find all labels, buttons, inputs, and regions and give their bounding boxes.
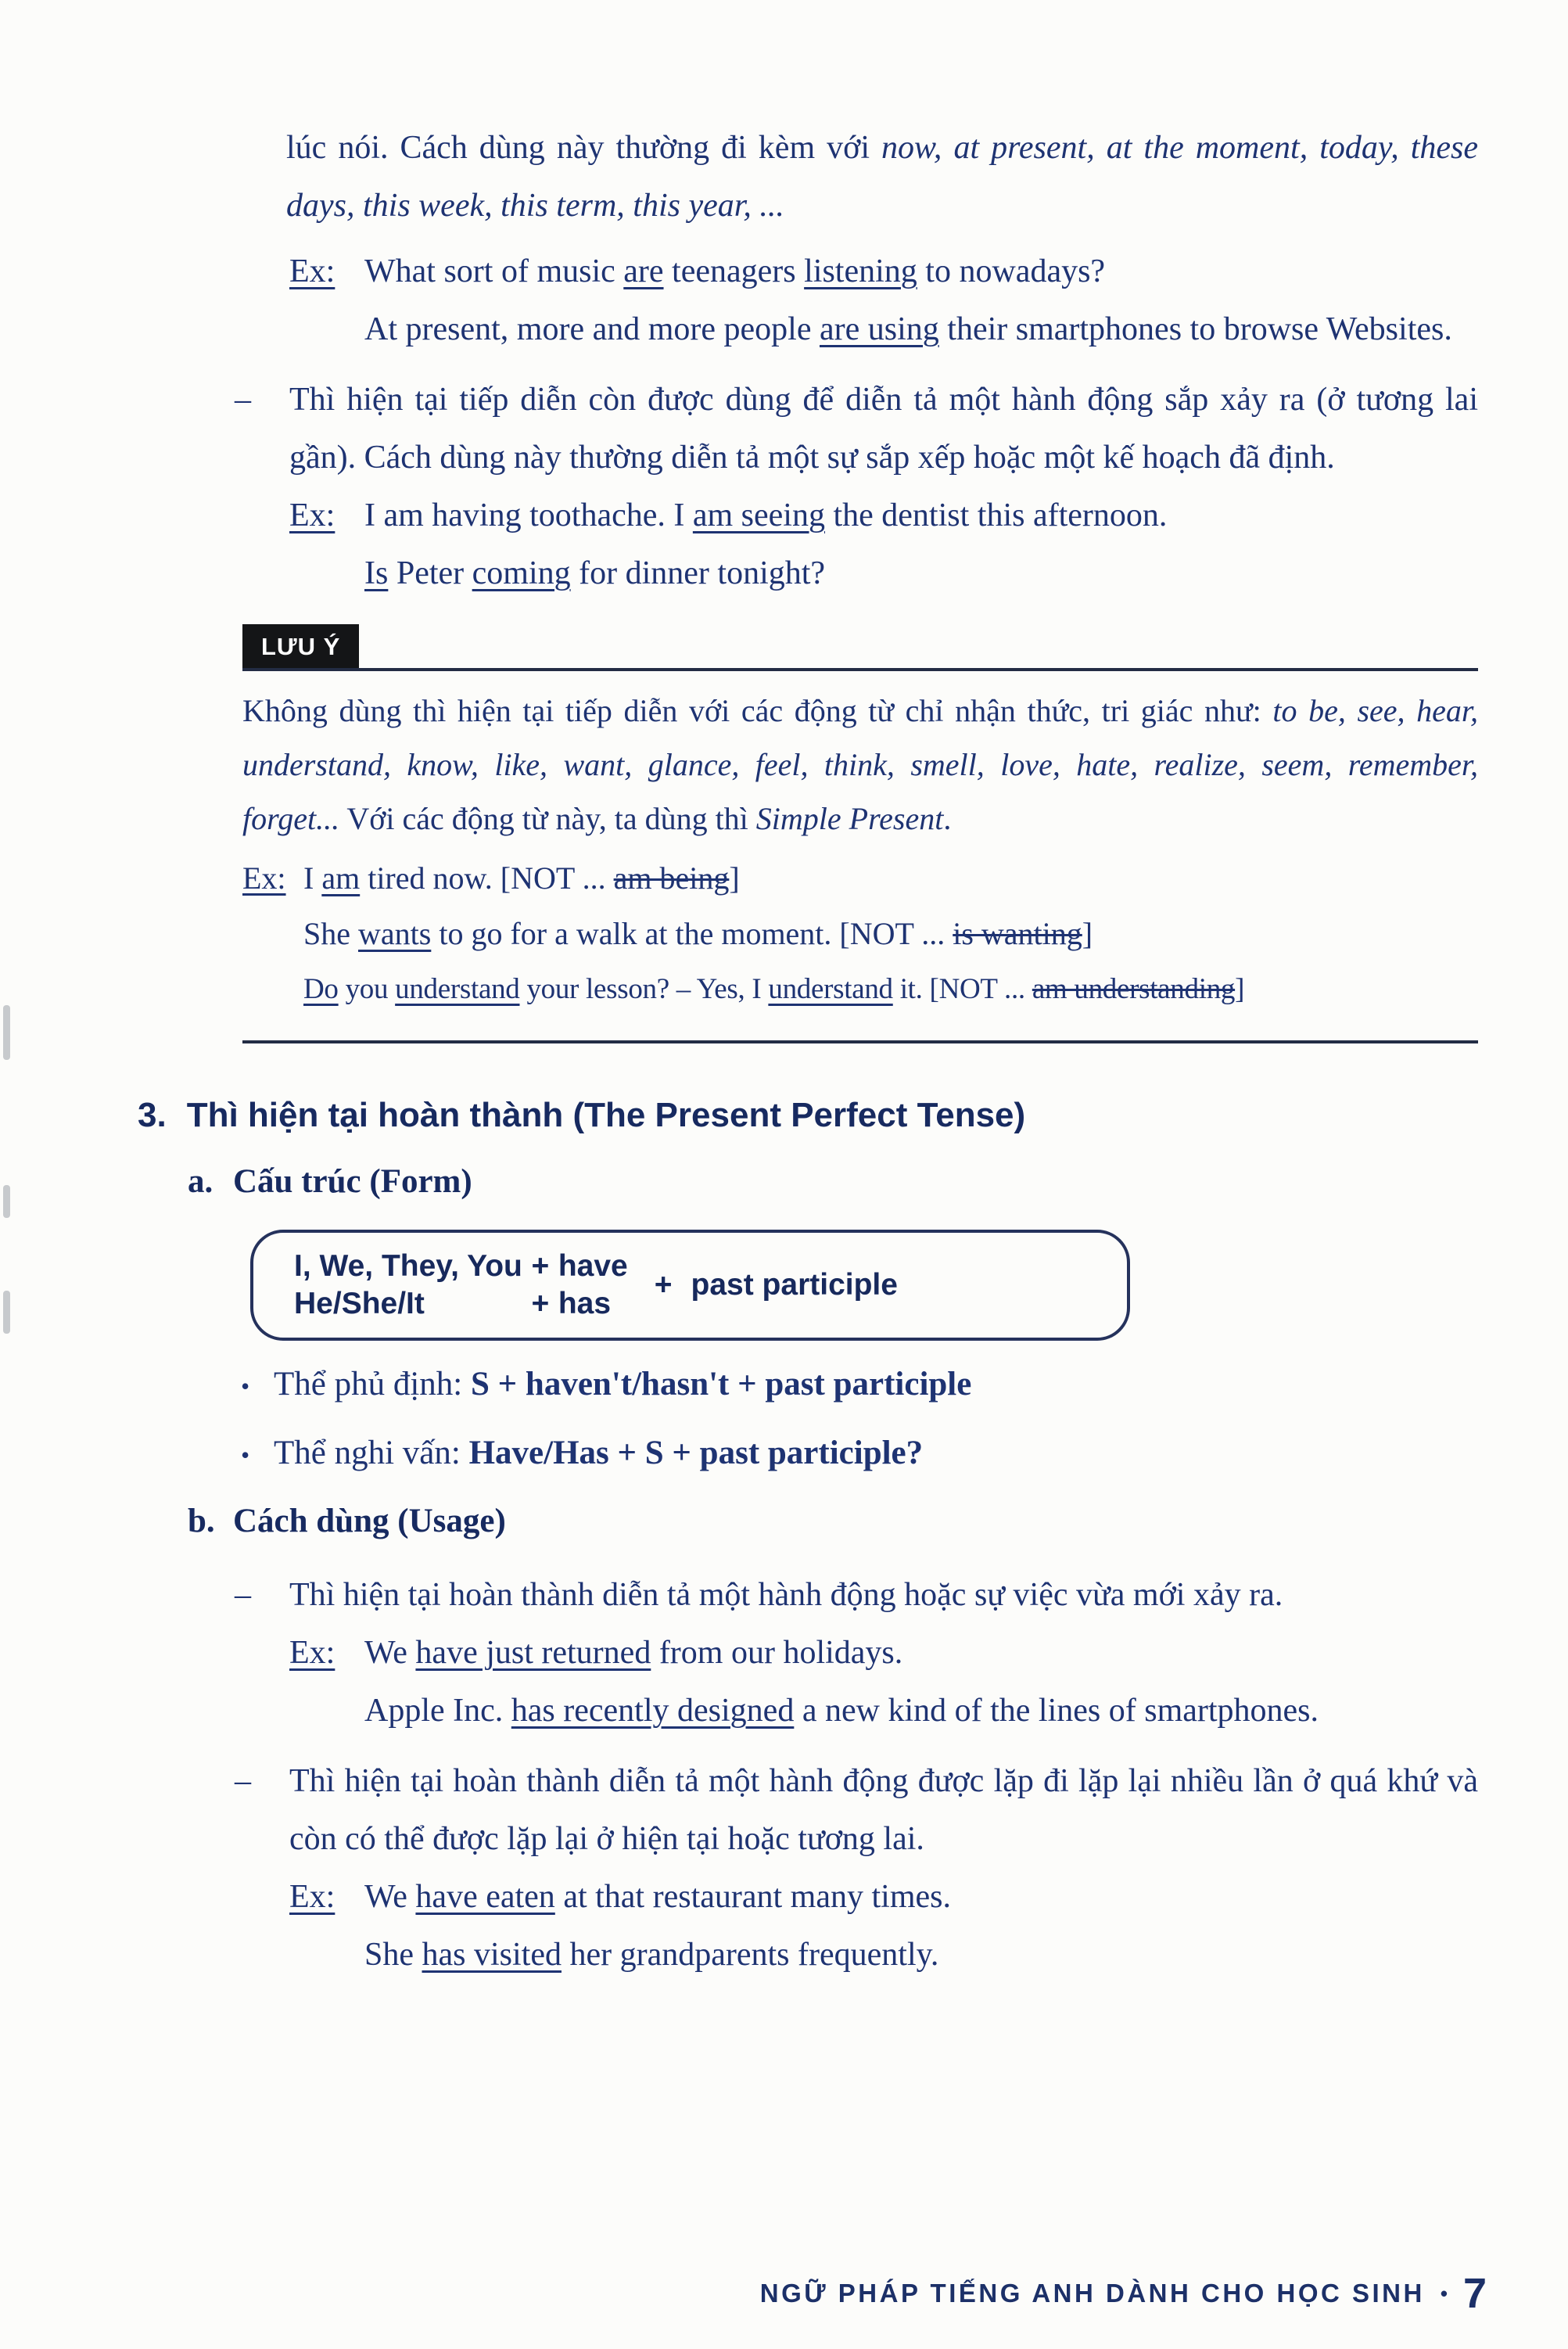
section-number: 3. xyxy=(138,1096,167,1134)
example-label: Ex: xyxy=(289,253,335,289)
text-run: understand xyxy=(395,973,520,1005)
example-label: Ex: xyxy=(289,497,335,533)
note-badge: LƯU Ý xyxy=(242,624,359,668)
example-block-present-continuous-1 xyxy=(289,242,1478,358)
example-block-present-perfect-1 xyxy=(289,1624,1478,1740)
text-run: At present, more and more people xyxy=(364,311,820,347)
subheading-title: Cách dùng (Usage) xyxy=(233,1503,506,1539)
example-sentence xyxy=(364,1682,1478,1740)
text-run: am being xyxy=(613,860,730,896)
text-run: She xyxy=(364,1937,422,1973)
bullet-icon: • xyxy=(241,1441,250,1469)
text-run: Với các động từ này, ta dùng thì xyxy=(339,801,756,836)
example-content xyxy=(364,487,1478,602)
text-run: has recently designed xyxy=(511,1693,795,1729)
note-body xyxy=(242,684,1478,846)
text-run: have just returned xyxy=(415,1635,651,1671)
page-number: 7 xyxy=(1462,2270,1487,2317)
text-run: their smartphones to browse Websites. xyxy=(938,311,1452,347)
text-run: lúc nói. Cách dùng này thường đi kèm với xyxy=(286,130,882,166)
text-run: to nowadays? xyxy=(917,253,1106,289)
footer-separator-icon: • xyxy=(1440,2281,1448,2305)
example-sentence xyxy=(303,961,1478,1017)
subheading-usage xyxy=(188,1499,1478,1544)
note-example-block xyxy=(242,850,1478,1017)
example-label: Ex: xyxy=(242,860,286,896)
formula-negative xyxy=(241,1361,1478,1410)
text-run: am seeing xyxy=(692,497,825,533)
example-block-present-continuous-2 xyxy=(289,487,1478,602)
footer-title: NGỮ PHÁP TIẾNG ANH DÀNH CHO HỌC SINH xyxy=(759,2279,1425,2308)
subheading-label: b. xyxy=(188,1503,215,1539)
text-run: We xyxy=(364,1879,416,1915)
page-footer xyxy=(760,2269,1487,2318)
text-run: What sort of music xyxy=(364,253,624,289)
example-sentence xyxy=(364,1624,1478,1682)
example-sentence xyxy=(364,544,1478,602)
text-run: ] xyxy=(1235,973,1245,1005)
example-sentence xyxy=(364,487,1478,544)
example-sentence xyxy=(303,850,1478,906)
example-sentence xyxy=(364,1926,1478,1984)
text-run: Simple Present xyxy=(755,801,944,836)
text-run: are using xyxy=(819,311,939,347)
text-run: is wanting xyxy=(953,916,1082,951)
example-label: Ex: xyxy=(289,1635,335,1671)
plus-sign: + xyxy=(531,1287,550,1320)
example-sentence xyxy=(364,1868,1478,1926)
form-box xyxy=(250,1230,1130,1341)
usage-item-near-future xyxy=(235,371,1478,487)
text-run: . xyxy=(943,801,952,836)
form-participle: past participle xyxy=(691,1268,898,1302)
dash-bullet: – xyxy=(235,382,251,418)
text-run: We xyxy=(364,1635,416,1671)
text-run: teenagers xyxy=(663,253,805,289)
form-subject: He/She/It xyxy=(294,1287,425,1320)
example-content xyxy=(364,242,1478,358)
text-run: She xyxy=(303,916,358,951)
text-run: ] xyxy=(1082,916,1093,951)
text-run: to go for a walk at the moment. [NOT ... xyxy=(431,916,953,951)
dash-bullet: – xyxy=(235,1577,251,1613)
text-run: has visited xyxy=(422,1937,562,1973)
bullet-icon: • xyxy=(241,1372,250,1400)
text-run: am xyxy=(321,860,361,896)
example-block-present-perfect-2 xyxy=(289,1868,1478,1984)
form-subject: I, We, They, You xyxy=(294,1249,522,1283)
text-run: listening xyxy=(804,253,917,289)
text-run: a new kind of the lines of smartphones. xyxy=(794,1693,1319,1729)
form-verb: have xyxy=(558,1249,628,1283)
text-run: at that restaurant many times. xyxy=(554,1879,951,1915)
usage-text: Thì hiện tại tiếp diễn còn được dùng để diễn tả một hành động sắp xảy ra (ở tương lai gần). Cách dùng này thường diễn tả một sự sắp xếp hoặc một kế hoạch đã định. xyxy=(289,382,1478,476)
section-heading-present-perfect xyxy=(138,1092,1478,1139)
formula-interrogative xyxy=(241,1430,1478,1478)
text-run: Is xyxy=(364,555,389,591)
text-run: S + haven't/hasn't + past participle xyxy=(471,1366,972,1403)
note-rule xyxy=(242,624,1478,671)
note-rule xyxy=(242,1040,1478,1043)
formula-text xyxy=(274,1430,923,1477)
text-run: I xyxy=(303,860,322,896)
intro-paragraph xyxy=(286,119,1478,235)
plus-sign: + xyxy=(654,1268,673,1302)
text-run: Không dùng thì hiện tại tiếp diễn với các động từ chỉ nhận thức, tri giác như: xyxy=(242,693,1273,728)
text-run: understand xyxy=(768,973,893,1005)
text-run: to be, see, hear, understand, know, like, want, glance, feel, think, smell, love, hate, realize, seem, remember, forget... xyxy=(242,693,1479,836)
example-content xyxy=(303,850,1478,1017)
example-content xyxy=(364,1624,1478,1740)
text-run: have eaten xyxy=(415,1879,555,1915)
example-sentence xyxy=(364,242,1478,300)
formula-text xyxy=(274,1361,971,1408)
usage-text: Thì hiện tại hoàn thành diễn tả một hành động được lặp đi lặp lại nhiều lần ở quá khứ và còn có thể được lặp lại ở hiện tại hoặc tương lai. xyxy=(289,1763,1478,1857)
text-run: Apple Inc. xyxy=(364,1693,511,1729)
text-run: it. [NOT ... xyxy=(892,973,1032,1005)
text-run: wants xyxy=(358,916,432,951)
example-sentence xyxy=(303,906,1478,961)
form-box-subjects xyxy=(294,1249,628,1321)
usage-item-just-happened xyxy=(235,1566,1478,1624)
text-run: Do xyxy=(303,973,339,1005)
note-section xyxy=(242,624,1478,1043)
plus-sign: + xyxy=(531,1249,550,1283)
subheading-label: a. xyxy=(188,1163,213,1200)
subheading-form xyxy=(188,1159,1478,1205)
page-content xyxy=(0,119,1568,1984)
subheading-title: Cấu trúc (Form) xyxy=(233,1163,472,1200)
text-run: for dinner tonight? xyxy=(570,555,826,591)
text-run: now, at present, at the moment, today, these days, this week, this term, this year, ... xyxy=(286,130,1479,224)
example-sentence xyxy=(364,300,1478,358)
example-label: Ex: xyxy=(289,1879,335,1915)
text-run: you xyxy=(338,973,396,1005)
text-run: your lesson? – Yes, I xyxy=(519,973,769,1005)
text-run: are xyxy=(623,253,664,289)
text-run: tired now. [NOT ... xyxy=(360,860,614,896)
usage-text: Thì hiện tại hoàn thành diễn tả một hành động hoặc sự việc vừa mới xảy ra. xyxy=(289,1577,1283,1613)
text-run: am understanding xyxy=(1032,973,1236,1005)
usage-item-repeated xyxy=(235,1752,1478,1868)
text-run: the dentist this afternoon. xyxy=(824,497,1168,533)
text-run: her grandparents frequently. xyxy=(561,1937,939,1973)
text-run: ] xyxy=(729,860,740,896)
section-title: Thì hiện tại hoàn thành (The Present Perfect Tense) xyxy=(186,1096,1026,1134)
text-run: Thể nghi vấn: xyxy=(274,1435,469,1471)
form-verb: has xyxy=(558,1287,612,1320)
text-run: I am having toothache. I xyxy=(364,497,693,533)
text-run: coming xyxy=(472,555,571,591)
text-run: Thể phủ định: xyxy=(274,1366,471,1403)
example-content xyxy=(364,1868,1478,1984)
text-run: from our holidays. xyxy=(651,1635,903,1671)
text-run: Peter xyxy=(388,555,472,591)
dash-bullet: – xyxy=(235,1763,251,1799)
text-run: Have/Has + S + past participle? xyxy=(468,1435,924,1471)
